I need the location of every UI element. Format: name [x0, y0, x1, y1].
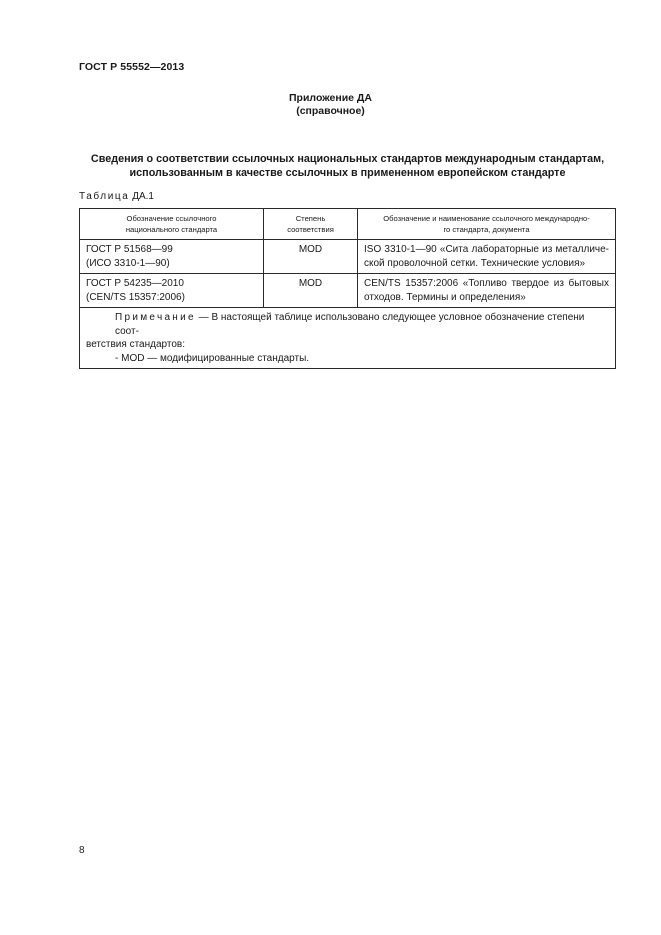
- table-note: [80, 308, 616, 369]
- standards-correspondence-table: [79, 208, 616, 369]
- column-header-degree: [264, 209, 358, 240]
- cell-line: ской проволочной сетки. Технические условия»: [364, 257, 586, 269]
- cell-line: ГОСТ Р 51568—99: [86, 244, 173, 255]
- table-row: [80, 274, 616, 308]
- note-line-1: [86, 311, 609, 338]
- cell-line: отходов. Термины и определения»: [364, 291, 526, 303]
- international-standard-cell: [358, 240, 616, 274]
- column-header-line: национального стандарта: [125, 225, 218, 234]
- table-caption-word: Таблица: [79, 191, 130, 202]
- table-header-row: [80, 209, 616, 240]
- note-text: — В настоящей таблице использовано следующее условное обозначение степени соот-: [115, 312, 585, 337]
- cell-line: CEN/TS 15357:2006 «Топливо твердое из бытовых: [364, 278, 609, 289]
- section-title-line-2: использованным в качестве ссылочных в примененном европейском стандарте: [129, 167, 566, 179]
- note-line-3: - MOD — модифицированные стандарты.: [115, 352, 310, 364]
- section-title: [70, 152, 625, 180]
- column-header-line: го стандарта, документа: [443, 225, 530, 234]
- note-line-2: ветствия стандартов:: [86, 339, 185, 350]
- column-header-line: Обозначение и наименование ссылочного международно-: [383, 214, 590, 223]
- degree-cell: MOD: [264, 274, 358, 308]
- national-standard-cell: [80, 240, 264, 274]
- national-standard-cell: [80, 274, 264, 308]
- column-header-line: Степень: [295, 214, 326, 223]
- column-header-international-standard: [358, 209, 616, 240]
- section-title-line-1: Сведения о соответствии ссылочных национальных стандартов международным стандартам,: [90, 153, 605, 165]
- appendix-title: Приложение ДА: [289, 92, 372, 104]
- table-caption-number: ДА.1: [132, 191, 154, 202]
- document-code: ГОСТ Р 55552—2013: [79, 61, 185, 73]
- degree-cell: MOD: [264, 240, 358, 274]
- page-number: 8: [79, 845, 85, 856]
- table-row: [80, 240, 616, 274]
- cell-line: (ИСО 3310-1—90): [86, 257, 170, 269]
- cell-line: ISO 3310-1—90 «Сита лабораторные из металличе-: [364, 244, 609, 255]
- column-header-line: Обозначение ссылочного: [126, 214, 217, 223]
- cell-line: (CEN/TS 15357:2006): [86, 291, 185, 303]
- international-standard-cell: [358, 274, 616, 308]
- appendix-heading: [0, 92, 661, 118]
- column-header-national-standard: [80, 209, 264, 240]
- cell-line: ГОСТ Р 54235—2010: [86, 278, 184, 289]
- column-header-line: соответствия: [287, 225, 334, 234]
- appendix-subtitle: (справочное): [296, 105, 365, 117]
- table-note-row: [80, 308, 616, 369]
- note-heading: Примечание: [115, 312, 196, 323]
- table-caption: [79, 191, 154, 202]
